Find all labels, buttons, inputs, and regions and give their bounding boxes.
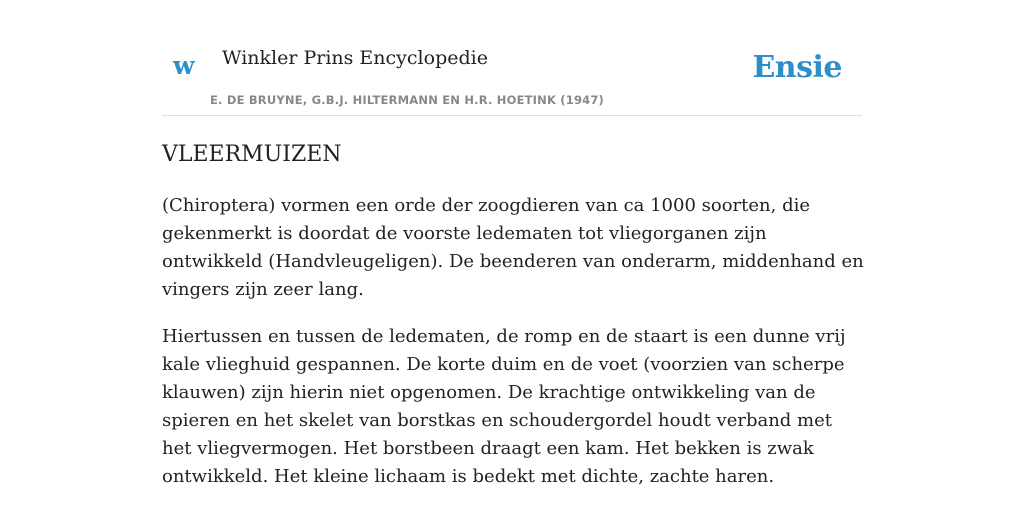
entry-title: VLEERMUIZEN bbox=[162, 142, 342, 167]
ensie-logo-link[interactable]: Ensie bbox=[752, 50, 842, 85]
encyclopedia-logo[interactable]: w bbox=[173, 51, 195, 80]
authors-line: E. DE BRUYNE, G.B.J. HILTERMANN EN H.R. HOETINK (1947) bbox=[210, 93, 605, 107]
page-header bbox=[162, 0, 862, 116]
entry-paragraph-1: (Chiroptera) vormen een orde der zoogdieren van ca 1000 soorten, die gekenmerkt is doordat de voorste ledematen tot vliegorganen zijn ontwikkeld (Handvleugeligen). De beenderen van onderarm, middenhand en vingers zijn zeer lang. bbox=[162, 195, 864, 300]
entry-paragraph-2: Hiertussen en tussen de ledematen, de romp en de staart is een dunne vrij kale vlieghuid gespannen. De korte duim en de voet (voorzien van scherpe klauwen) zijn hierin niet opgenomen. De krachtige ontwikkeling van de spieren en het skelet van borstkas en schoudergordel houdt verband met het vliegvermogen. Het borstbeen draagt een kam. Het bekken is zwak ontwikkeld. Het kleine lichaam is bedekt met dichte, zachte haren. bbox=[162, 326, 846, 487]
encyclopedia-title-link[interactable]: Winkler Prins Encyclopedie bbox=[222, 47, 488, 69]
article-container bbox=[162, 0, 864, 487]
